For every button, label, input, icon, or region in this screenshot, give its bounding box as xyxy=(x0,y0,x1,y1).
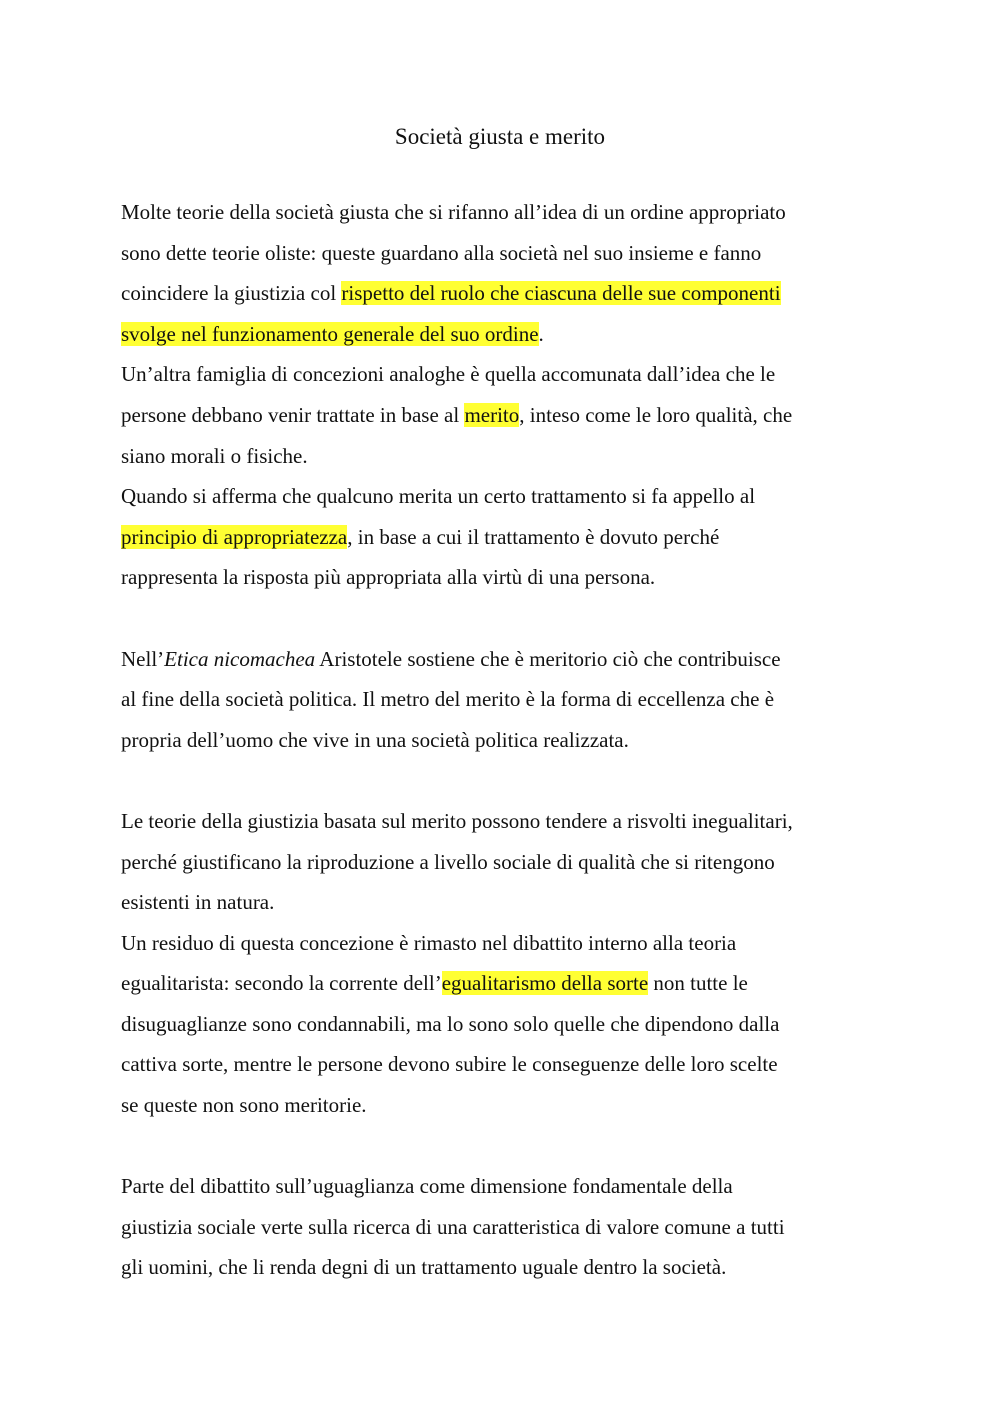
text-line: sono dette teorie oliste: queste guardano alla società nel suo insieme e fanno xyxy=(121,240,762,265)
italic-title: Etica nicomachea xyxy=(164,646,316,671)
paragraph-holistic-theories xyxy=(121,192,891,354)
text-line: Le teorie della giustizia basata sul merito possono tendere a risvolti inegualitari, xyxy=(121,808,793,833)
paragraph-luck-egalitarianism xyxy=(121,923,891,1126)
text-line: gli uomini, che li renda degni di un trattamento uguale dentro la società. xyxy=(121,1255,727,1280)
text-line xyxy=(121,963,891,1004)
text-line: Un residuo di questa concezione è rimasto nel dibattito interno alla teoria xyxy=(121,930,737,955)
paragraph-inegalitarian xyxy=(121,801,891,923)
highlighted-text: merito xyxy=(464,402,520,427)
paragraph-spacer xyxy=(121,1126,891,1167)
paragraph-aristotle xyxy=(121,639,891,761)
text-line xyxy=(121,517,891,558)
text-line: Un’altra famiglia di concezioni analoghe è quella accomunata dall’idea che le xyxy=(121,362,776,387)
text-line: disuguaglianze sono condannabili, ma lo sono solo quelle che dipendono dalla xyxy=(121,1011,780,1036)
paragraph-spacer xyxy=(121,760,891,801)
text-segment: persone debbano venir trattate in base al xyxy=(121,402,465,427)
text-segment: Aristotele sostiene che è meritorio ciò che contribuisce xyxy=(315,646,781,671)
document-body xyxy=(121,192,891,1288)
highlighted-text: svolge nel funzionamento generale del suo ordine xyxy=(121,321,539,346)
text-segment: . xyxy=(538,321,544,346)
text-line: al fine della società politica. Il metro del merito è la forma di eccellenza che è xyxy=(121,687,775,712)
paragraph-appropriateness xyxy=(121,476,891,598)
highlighted-text: rispetto del ruolo che ciascuna delle sue componenti xyxy=(341,281,781,306)
text-line: rappresenta la risposta più appropriata alla virtù di una persona. xyxy=(121,565,656,590)
text-segment: , inteso come le loro qualità, che xyxy=(519,402,793,427)
highlighted-text: principio di appropriatezza xyxy=(121,524,348,549)
text-segment: egualitarista: secondo la corrente dell’ xyxy=(121,971,442,996)
text-line xyxy=(121,273,891,314)
text-line: se queste non sono meritorie. xyxy=(121,1093,367,1118)
text-segment: non tutte le xyxy=(648,971,748,996)
text-line: Quando si afferma che qualcuno merita un certo trattamento si fa appello al xyxy=(121,484,756,509)
text-line xyxy=(121,395,891,436)
document-title: Società giusta e merito xyxy=(394,124,606,149)
text-line xyxy=(121,314,891,355)
text-line: Parte del dibattito sull’uguaglianza come dimensione fondamentale della xyxy=(121,1174,733,1199)
text-line xyxy=(121,639,891,680)
paragraph-equality-debate xyxy=(121,1166,891,1288)
text-line: esistenti in natura. xyxy=(121,890,275,915)
text-segment: , in base a cui il trattamento è dovuto perché xyxy=(347,524,720,549)
text-segment: Nell’ xyxy=(121,646,165,671)
text-line: giustizia sociale verte sulla ricerca di una caratteristica di valore comune a tutti xyxy=(121,1214,785,1239)
text-line: Molte teorie della società giusta che si rifanno all’idea di un ordine appropriato xyxy=(121,200,786,224)
paragraph-spacer xyxy=(121,598,891,639)
text-segment: coincidere la giustizia col xyxy=(121,281,342,306)
highlighted-text: egualitarismo della sorte xyxy=(441,971,649,996)
text-line: propria dell’uomo che vive in una società politica realizzata. xyxy=(121,727,629,752)
text-line: perché giustificano la riproduzione a livello sociale di qualità che si ritengono xyxy=(121,849,775,874)
text-line: siano morali o fisiche. xyxy=(121,443,308,468)
text-line: cattiva sorte, mentre le persone devono subire le conseguenze delle loro scelte xyxy=(121,1052,778,1077)
paragraph-merit-concepts xyxy=(121,354,891,476)
